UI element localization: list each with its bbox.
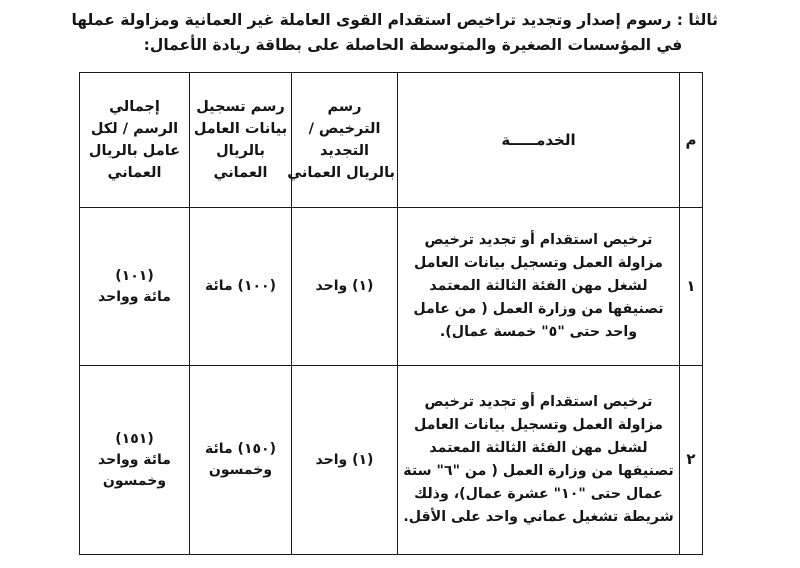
total-fee-line: وخمسون: [102, 472, 167, 489]
page-title: [71, 8, 722, 58]
registration-fee-value: [190, 366, 292, 555]
column-header-total-fee-line-4: العماني: [107, 165, 162, 182]
column-header-total-fee-line-2: الرسم / لكل: [90, 120, 179, 137]
service-line: تصنيفها من وزارة العمل ( من "٦" ستة: [403, 463, 674, 479]
column-header-total-fee-line-3: عامل بالريال: [88, 143, 181, 159]
service-line: مزاولة العمل وتسجيل بيانات العامل: [414, 417, 663, 433]
service-description: [398, 366, 680, 555]
service-line: تصنيفها من وزارة العمل ( من عامل: [413, 301, 664, 317]
column-header-license-fee-line-2: الترخيص /: [308, 120, 381, 137]
column-header-registration-fee-line-4: العماني: [213, 165, 268, 182]
row-number: ١: [680, 208, 703, 366]
column-header-service: الخدمـــــة: [398, 73, 680, 208]
total-fee-line: مائة وواحد: [98, 451, 171, 468]
column-header-registration-fee-line-3: بالريال: [216, 143, 265, 159]
service-line: لشغل مهن الفئة الثالثة المعتمد: [429, 440, 648, 456]
total-fee-value: [80, 208, 190, 366]
registration-fee-value: [190, 208, 292, 366]
service-line: مزاولة العمل وتسجيل بيانات العامل: [414, 255, 663, 271]
total-fee-line: مائة وواحد: [98, 288, 171, 305]
row-number: ٢: [680, 366, 703, 555]
service-line: لشغل مهن الفئة الثالثة المعتمد: [429, 278, 648, 294]
license-fee-line: (١) واحد: [315, 278, 374, 294]
registration-fee-line: (١٠٠) مائة: [205, 278, 276, 294]
registration-fee-line: (١٥٠) مائة: [205, 441, 276, 457]
license-fee-value: [292, 208, 398, 366]
total-fee-line: (١٥١): [115, 430, 154, 447]
registration-fee-line: وخمسون: [208, 462, 273, 478]
total-fee-line: (١٠١): [115, 267, 154, 284]
fees-table: [79, 72, 703, 555]
column-header-total-fee-line-1: إجمالي: [109, 98, 160, 115]
license-fee-value: [292, 366, 398, 555]
service-line: واحد حتى "٥" خمسة عمال).: [439, 324, 638, 340]
service-line: عمال حتى "١٠" عشرة عمال)، وذلك: [414, 486, 663, 502]
column-header-license-fee-line-1: رسم: [327, 98, 362, 115]
column-header-total-fee: [80, 73, 190, 208]
service-line: ترخيص استقدام أو تجديد ترخيص: [424, 394, 653, 410]
table-body: [80, 208, 703, 555]
column-header-license-fee-line-3: التجديد: [320, 143, 369, 159]
column-header-license-fee: [287, 73, 398, 208]
title-line-2: في المؤسسات الصغيرة والمتوسطة الحاصلة على بطاقة ريادة الأعمال:: [143, 36, 683, 55]
service-description: [398, 208, 680, 366]
column-header-registration-fee-line-2: بيانات العامل: [193, 120, 288, 137]
service-line: شريطة تشغيل عماني واحد على الأقل.: [403, 509, 674, 525]
column-header-registration-fee-line-1: رسم تسجيل: [196, 98, 285, 115]
total-fee-value: [80, 366, 190, 555]
table-header-row: [80, 73, 703, 208]
title-line-1: ثالثا : رسوم إصدار وتجديد تراخيص استقدام القوى العاملة غير العمانية ومزاولة عملها: [71, 11, 718, 29]
license-fee-line: (١) واحد: [315, 451, 374, 468]
column-header-license-fee-line-4: بالريال العماني: [287, 165, 395, 182]
service-line: ترخيص استقدام أو تجديد ترخيص: [424, 232, 653, 248]
table-row: [80, 366, 703, 555]
table-header: [80, 73, 703, 208]
column-header-registration-fee: [190, 73, 292, 208]
column-header-number: م: [680, 73, 703, 208]
table-row: [80, 208, 703, 366]
